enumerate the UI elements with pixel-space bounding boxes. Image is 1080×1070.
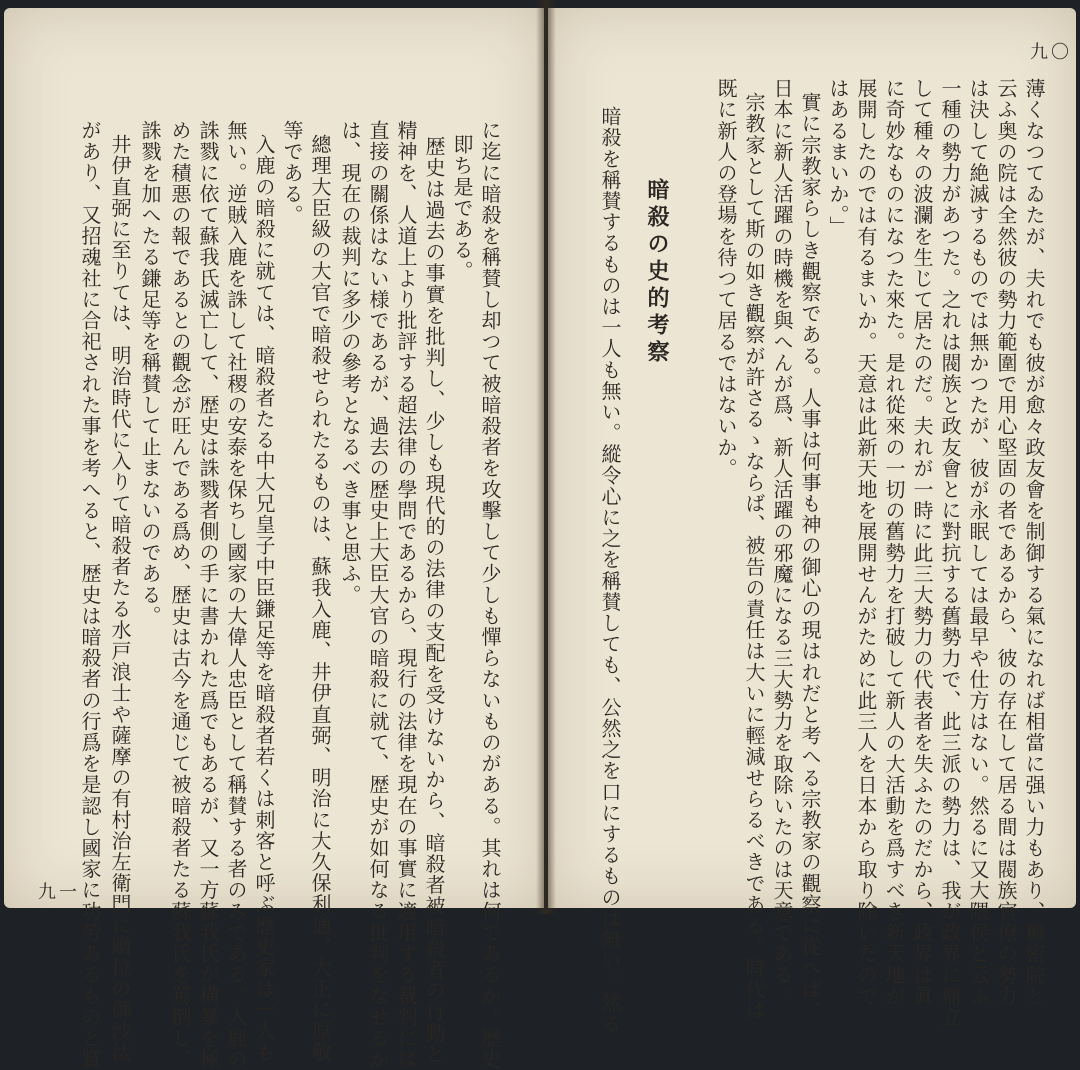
text-line: めた積悪の報であるとの觀念が旺んである爲め、歴史は古今を通じて被暗殺者たる蘇我氏を罵倒し、 — [168, 120, 192, 1070]
text-line: 一種の勢力があつた。之れは閥族と政友會とに對抗する舊勢力で、此三派の勢力は、我が政界に鼎立 — [938, 78, 962, 1028]
text-line: 實に宗教家らしき觀察である。人事は何事も神の御心の現はれだと考へる宗教家の觀察に從へば、 — [798, 92, 822, 1021]
right-page — [548, 8, 1076, 1035]
text-line: 井伊直弼に至りては、明治時代に入りて暗殺者たる水戸浪士や薩摩の有村治左衛門に贈位の御沙汰 — [108, 134, 132, 1063]
text-line: 無い。逆賊入鹿を誅して社稷の安泰を保ちし國家の大偉人忠臣として稱賛する者のみである。入鹿の — [224, 120, 248, 1070]
text-line: があり、又招魂社に合祀された事を考へると、歴史は暗殺者の行爲を是認し國家に功勞あるものと賞 — [78, 120, 102, 1070]
left-page — [4, 8, 544, 1070]
text-line: 云ふ奥の院は全然彼の勢力範圍で用心堅固の者であるから、彼の存在して居る間は閥族官僚の勢力 — [994, 78, 1018, 1007]
text-line: 總理大臣級の大官で暗殺せられたるものは、蘇我入鹿、井伊直弼、明治に大久保利通、大正に原敬 — [308, 134, 332, 1063]
text-line: 即ち是である。 — [450, 134, 474, 282]
text-line: 直接の關係はない様であるが、過去の歴史上大臣大官の暗殺に就て、歴史が如何なる批判をなせるか — [366, 120, 390, 1070]
text-line: に迄に暗殺を稱賛し却つて被暗殺者を攻擊して少しも憚らないものがある。其れは何であるか。歴史 — [478, 120, 502, 1070]
text-line: は決して絶滅するものでは無かつたが、彼が永眠しては最早や仕方はない。然るに又大隈侯と云ふ — [966, 78, 990, 1007]
page-number: 九〇 — [1030, 42, 1072, 63]
text-line: 誅戮に依て蘇我氏滅亡して、歴史は誅戮者側の手に書かれた爲でもあるが、又一方蘇我氏が横暴を極 — [196, 120, 220, 1070]
text-line: 既に新人の登場を待つて居るではないか。 — [714, 78, 738, 479]
text-line: 誅戮を加へたる鎌足等を稱賛して止まないのである。 — [138, 120, 162, 627]
text-line: 歴史は過去の事實を批判し、少しも現代的の法律の支配を受けないから、暗殺者被暗殺者の行動と — [422, 136, 446, 1065]
text-line: 宗教家として斯の如き觀察が許さるゝならば、被告の責任は大いに輕減せらるべきである。時代は — [742, 92, 766, 1021]
text-line: 等である。 — [280, 120, 304, 226]
text-line: 薄くなつてゐたが、夫れでも彼が愈々政友會を制御する氣になれば相當に强い力もあり、樞密院と — [1022, 78, 1046, 1007]
text-line: に奇妙なものになつた來た。是れ從來の一切の舊勢力を打破して新人の大活動を爲すべき新天地が — [882, 78, 906, 1007]
book-gutter — [536, 0, 556, 914]
text-line: 入鹿の暗殺に就ては、暗殺者たる中大兄皇子中臣鎌足等を暗殺者若くは刺客と呼ぶ歴史家は一人も — [252, 134, 276, 1063]
text-line: 展開したのでは有るまいか。天意は此新天地を展開せんがために此三人を日本から取り除いたので — [854, 78, 878, 1007]
section-heading: 暗殺の史的考察 — [644, 178, 669, 367]
page-number: 九一 — [38, 882, 80, 903]
text-line: 日本に新人活躍の時機を與へんが爲、新人活躍の邪魔になる三大勢力を取除いたのは天意である。 — [770, 78, 794, 1007]
text-line: して種々の波瀾を生じて居たのだ。夫れが一時に此三大勢力の代表者を失ふたのだから、政界は眞 — [910, 78, 934, 1007]
text-line: 精神を、人道上より批評する超法律の學問であるから、現行の法律を現在の事實に適用する裁判には — [394, 120, 418, 1070]
text-line: 暗殺を稱賛するものは一人も無い。縱令心に之を稱賛しても、公然之を口にするものは無い。然る — [598, 106, 622, 1035]
text-line: は、現在の裁判に多少の參考となるべき事と思ふ。 — [338, 120, 362, 606]
text-line: はあるまいか。」 — [826, 78, 850, 237]
